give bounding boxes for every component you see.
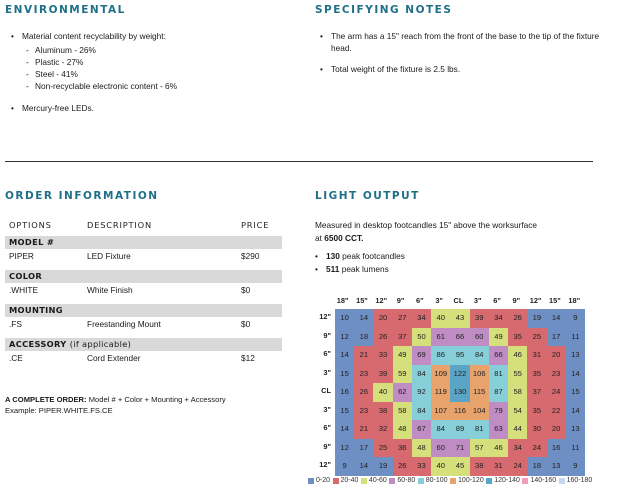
heatmap-cell: 67 [412,420,431,439]
heatmap-y-axis [311,309,333,476]
heatmap-cell: 34 [412,309,431,328]
legend-label: 20-40 [340,477,359,484]
material-plastic: - Plastic - 27% [26,56,291,68]
heatmap-cell: 49 [489,328,508,347]
order-title: ORDER INFORMATION [5,190,159,202]
at-text: at [315,232,322,243]
heatmap-cell: 17 [547,328,566,347]
heatmap-cell: 23 [354,402,373,421]
heatmap-cell: 36 [393,439,412,458]
heatmap-cell: 24 [527,439,546,458]
heatmap-cell: 26 [393,457,412,476]
heatmap-cell: 71 [450,439,469,458]
group-mounting-label: MOUNTING [9,305,63,315]
heatmap-cell: 32 [373,420,392,439]
group-color [5,270,282,283]
heatmap-cell: 104 [470,402,489,421]
legend-swatch [486,478,492,484]
x-tick-label: 12" [529,296,542,305]
heatmap-cell: 66 [450,328,469,347]
heatmap-cell: 17 [354,439,373,458]
heatmap-cell: 38 [470,457,489,476]
heatmap-cell: 40 [373,383,392,402]
heatmap-cell: 79 [489,402,508,421]
heatmap-cell: 13 [547,457,566,476]
recyclability-item [11,31,291,92]
y-tick-label: 12" [319,312,331,321]
heatmap-cell: 16 [547,439,566,458]
heatmap-cell: 19 [527,309,546,328]
complete-order-example: Example: PIPER.WHITE.FS.CE [5,405,113,415]
light-output-title: LIGHT OUTPUT [315,190,420,202]
heatmap-cell: 48 [412,439,431,458]
heatmap-cell: 11 [566,439,585,458]
option-price: $12 [241,353,255,363]
order-row-mounting [5,317,282,338]
heatmap-cell: 24 [547,383,566,402]
legend-swatch [418,478,424,484]
spec-note-weight: • Total weight of the fixture is 2.5 lbs. [320,64,620,76]
heatmap-cell: 62 [393,383,412,402]
heatmap-cell: 13 [566,346,585,365]
heatmap-cell: 130 [450,383,469,402]
peak-lm-label: peak lumens [341,263,389,274]
legend-swatch [361,478,367,484]
option-code: .CE [9,353,23,363]
heatmap-cell: 31 [489,457,508,476]
heatmap-cell: 49 [393,346,412,365]
heatmap-cell: 84 [412,365,431,384]
option-code: PIPER [9,251,34,261]
spec-note-reach: • The arm has a 15" reach from the front of the base to the tip of the fixture head. [320,31,620,54]
legend-item [450,477,484,484]
option-price: $290 [241,251,260,261]
y-tick-label: 9" [323,330,331,340]
heatmap-cell: 84 [470,346,489,365]
legend-label: 100-120 [458,477,484,484]
heatmap-cell: 20 [547,346,566,365]
group-model-label: MODEL # [9,237,55,247]
option-description: Cord Extender [87,353,141,363]
heatmap-cell: 119 [431,383,450,402]
heatmap-cell: 11 [566,328,585,347]
complete-order-note [5,395,226,416]
heatmap-cell: 18 [527,457,546,476]
heatmap-cell: 14 [354,309,373,328]
specifying-title: SPECIFYING NOTES [315,4,453,16]
header-description: DESCRIPTION [87,220,152,230]
heatmap-cell: 55 [508,365,527,384]
heatmap-cell: 26 [373,328,392,347]
material-aluminum: - Aluminum - 26% [26,44,291,56]
heatmap-cell: 89 [450,420,469,439]
y-tick-label: 6" [323,423,331,432]
complete-order-text: Model # + Color + Mounting + Accessory [88,395,226,404]
peak-footcandles [315,250,405,263]
heatmap-cell: 39 [373,365,392,384]
x-tick-label: 6" [416,296,424,305]
option-price: $0 [241,285,251,295]
light-output-heatmap [335,309,585,476]
heatmap-cell: 60 [431,439,450,458]
heatmap-cell: 43 [450,309,469,328]
heatmap-cell: 40 [431,457,450,476]
heatmap-cell: 39 [470,309,489,328]
section-divider [5,161,593,162]
heatmap-cell: 33 [412,457,431,476]
heatmap-cell: 15 [335,365,354,384]
heatmap-cell: 40 [431,309,450,328]
order-row-color [5,283,282,304]
legend-item [486,477,520,484]
heatmap-cell: 60 [470,328,489,347]
x-tick-label: 3" [435,296,443,305]
heatmap-cell: 44 [508,420,527,439]
heatmap-cell: 115 [470,383,489,402]
heatmap-cell: 14 [566,402,585,421]
y-tick-label: CL [321,386,331,395]
heatmap-cell: 122 [450,365,469,384]
heatmap-cell: 106 [470,365,489,384]
order-header-row [5,218,282,236]
option-description: Freestanding Mount [87,319,161,329]
heatmap-cell: 66 [489,346,508,365]
heatmap-cell: 21 [354,346,373,365]
heatmap-cell: 14 [335,346,354,365]
heatmap-cell: 26 [354,383,373,402]
legend-label: 40-60 [368,477,387,484]
environmental-title: ENVIRONMENTAL [5,4,126,16]
legend-label: 60-80 [397,477,416,484]
x-tick-label: 3" [473,296,482,305]
peak-lumens [315,263,405,276]
peak-lm-value: 511 [326,263,340,274]
x-tick-label: 15" [549,296,561,305]
header-price: PRICE [241,220,270,230]
heatmap-cell: 16 [335,383,354,402]
option-description: White Finish [87,285,133,295]
material-steel: - Steel - 41% [26,68,291,80]
material-electronic: - Non-recyclable electronic content - 6% [26,80,291,92]
heatmap-cell: 59 [393,365,412,384]
legend-item [522,477,556,484]
heatmap-cell: 18 [354,328,373,347]
heatmap-cell: 23 [547,365,566,384]
heatmap-cell: 107 [431,402,450,421]
legend-item [559,477,593,484]
peak-fc-label: peak footcandles [342,251,405,261]
heatmap-cell: 35 [508,328,527,347]
heatmap-cell: 20 [373,309,392,328]
heatmap-cell: 95 [450,346,469,365]
heatmap-cell: 14 [566,365,585,384]
group-accessory [5,338,282,351]
heatmap-cell: 31 [527,346,546,365]
legend-item [308,477,330,484]
heatmap-cell: 34 [508,439,527,458]
y-tick-label: 12" [319,460,331,469]
y-tick-label: 6" [323,349,331,358]
heatmap-cell: 116 [450,402,469,421]
option-code: .WHITE [9,285,39,295]
heatmap-cell: 30 [527,420,546,439]
x-tick-label: 6" [493,296,501,305]
heatmap-cell: 9 [566,309,585,328]
legend-swatch [450,478,456,484]
heatmap-cell: 46 [508,346,527,365]
legend-swatch [559,478,565,484]
heatmap-cell: 15 [335,402,354,421]
header-options: OPTIONS [9,220,52,230]
heatmap-legend [308,477,595,484]
legend-item [333,477,359,484]
heatmap-cell: 109 [431,365,450,384]
heatmap-cell: 19 [373,457,392,476]
heatmap-cell: 37 [527,383,546,402]
heatmap-cell: 33 [373,346,392,365]
option-description: LED Fixture [87,251,131,261]
heatmap-cell: 86 [431,346,450,365]
order-row-accessory [5,351,282,372]
legend-label: 160-180 [566,477,593,484]
heatmap-cell: 54 [508,402,527,421]
heatmap-cell: 92 [412,383,431,402]
heatmap-x-axis [333,295,588,307]
legend-swatch [333,478,339,484]
specifying-list [320,31,620,76]
heatmap-cell: 22 [547,402,566,421]
heatmap-cell: 15 [566,383,585,402]
legend-item [361,477,387,484]
heatmap-cell: 58 [393,402,412,421]
order-row-model [5,249,282,270]
y-tick-label: 9" [323,441,331,451]
environmental-list [11,31,291,114]
heatmap-cell: 69 [412,346,431,365]
y-tick-label: 3" [323,404,331,414]
heatmap-cell: 63 [489,420,508,439]
heatmap-cell: 46 [489,439,508,458]
option-code: .FS [9,319,22,329]
legend-swatch [389,478,395,484]
x-tick-label: 9" [396,296,405,305]
x-tick-label: CL [453,296,464,305]
heatmap-cell: 84 [412,402,431,421]
order-table [5,218,282,372]
y-tick-label: 3" [323,367,331,377]
heatmap-cell: 14 [354,457,373,476]
heatmap-cell: 61 [431,328,450,347]
heatmap-cell: 48 [393,420,412,439]
light-output-description [315,219,605,244]
heatmap-cell: 14 [335,420,354,439]
materials-list [26,44,291,92]
legend-swatch [308,478,314,484]
complete-order-label: A COMPLETE ORDER: [5,395,87,404]
heatmap-cell: 87 [489,383,508,402]
legend-label: 120-140 [494,477,520,484]
heatmap-cell: 27 [393,309,412,328]
heatmap-cell: 13 [566,420,585,439]
x-tick-label: 9" [512,296,521,305]
mercury-item: • Mercury-free LEDs. [11,103,291,115]
group-accessory-note: (if applicable) [69,339,132,349]
heatmap-cell: 57 [470,439,489,458]
group-mounting [5,304,282,317]
heatmap-cell: 23 [354,365,373,384]
recyclability-intro: Material content recyclability by weight: [22,31,166,41]
heatmap-cell: 35 [527,402,546,421]
legend-label: 140-160 [530,477,557,484]
legend-label: 0-20 [316,477,331,484]
heatmap-cell: 9 [566,457,585,476]
legend-item [389,477,415,484]
heatmap-cell: 34 [489,309,508,328]
heatmap-cell: 14 [547,309,566,328]
heatmap-cell: 38 [373,402,392,421]
legend-item [418,477,448,484]
heatmap-cell: 25 [527,328,546,347]
group-color-label: COLOR [9,271,43,281]
heatmap-cell: 12 [335,328,354,347]
group-accessory-label: ACCESSORY [9,339,67,349]
heatmap-cell: 10 [335,309,354,328]
option-price: $0 [241,319,251,329]
legend-swatch [522,478,528,484]
peak-list [315,250,405,275]
heatmap-cell: 35 [527,365,546,384]
measured-text: Measured in desktop footcandles 15" above the worksurface [315,220,538,230]
group-model [5,236,282,249]
heatmap-cell: 21 [354,420,373,439]
peak-fc-value: 130 [326,251,340,261]
x-tick-label: 18" [336,296,349,305]
heatmap-cell: 25 [373,439,392,458]
heatmap-cell: 81 [489,365,508,384]
heatmap-cell: 58 [508,383,527,402]
heatmap-cell: 37 [393,328,412,347]
heatmap-cell: 81 [470,420,489,439]
heatmap-cell: 26 [508,309,527,328]
heatmap-cell: 24 [508,457,527,476]
heatmap-cell: 12 [335,439,354,458]
x-tick-label: 12" [375,296,388,305]
heatmap-cell: 45 [450,457,469,476]
heatmap-cell: 20 [547,420,566,439]
x-tick-label: 15" [356,296,368,305]
heatmap-cell: 9 [335,457,354,476]
cct-value: 6500 CCT. [324,232,364,243]
heatmap-cell: 84 [431,420,450,439]
heatmap-cell: 50 [412,328,431,347]
x-tick-label: 18" [568,296,581,305]
legend-label: 80-100 [425,477,448,484]
